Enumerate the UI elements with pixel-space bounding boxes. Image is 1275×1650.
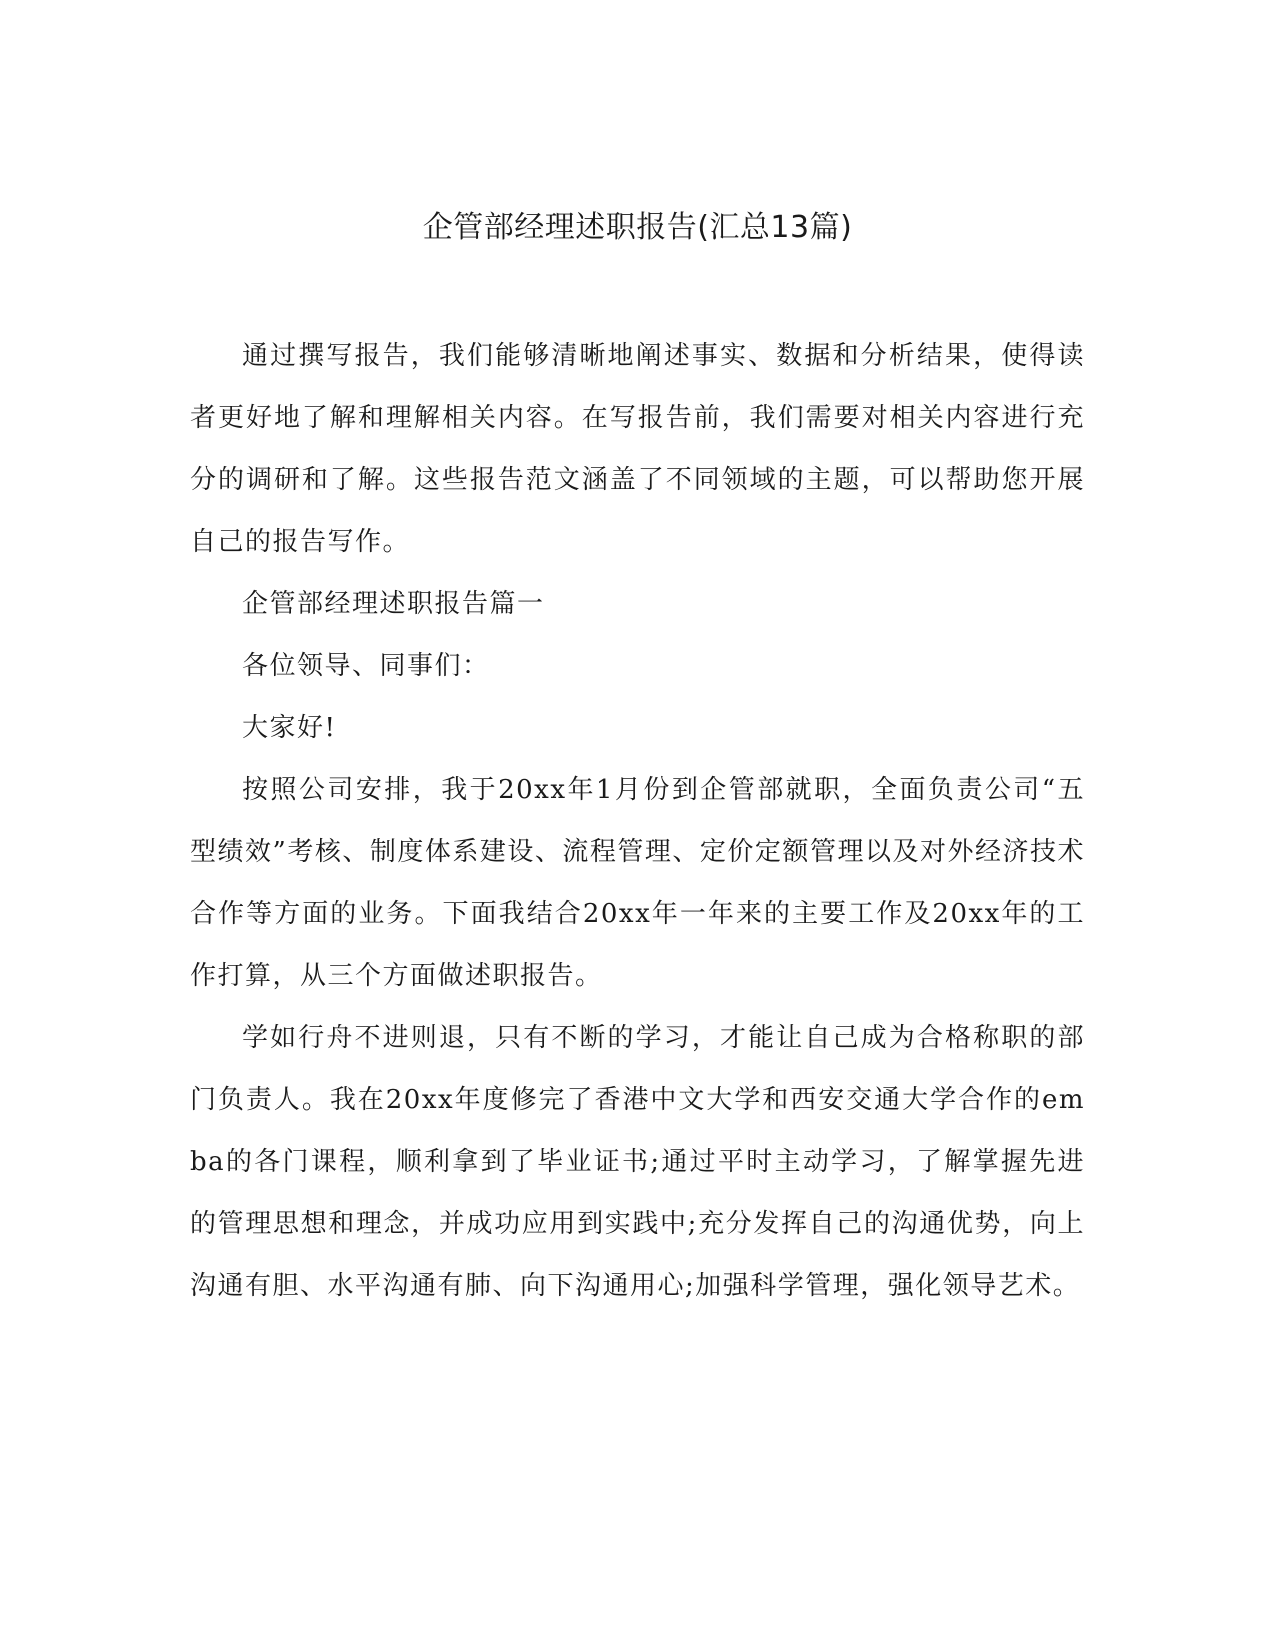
intro-paragraph: 通过撰写报告，我们能够清晰地阐述事实、数据和分析结果，使得读者更好地了解和理解相关内容。在写报告前，我们需要对相关内容进行充分的调研和了解。这些报告范文涵盖了不同领域的主题，可以帮助您开展自己的报告写作。 bbox=[190, 341, 1085, 557]
body-paragraph: 学如行舟不进则退，只有不断的学习，才能让自己成为合格称职的部门负责人。我在20xx年度修完了香港中文大学和西安交通大学合作的emba的各门课程，顺利拿到了毕业证书;通过平时主动学习，了解掌握先进的管理思想和理念，并成功应用到实践中;充分发挥自己的沟通优势，向上沟通有胆、水平沟通有肺、向下沟通用心;加强科学管理，强化领导艺术。 bbox=[190, 1023, 1085, 1301]
salutation: 各位领导、同事们： bbox=[242, 651, 490, 681]
body-paragraph: 按照公司安排，我于20xx年1月份到企管部就职，全面负责公司“五型绩效”考核、制度体系建设、流程管理、定价定额管理以及对外经济技术合作等方面的业务。下面我结合20xx年一年来的主要工作及20xx年的工作打算，从三个方面做述职报告。 bbox=[190, 775, 1085, 991]
document-title: 企管部经理述职报告(汇总13篇) bbox=[422, 210, 853, 245]
section-heading: 企管部经理述职报告篇一 bbox=[242, 589, 545, 619]
document-body bbox=[190, 325, 1085, 1317]
greeting: 大家好! bbox=[242, 713, 337, 743]
